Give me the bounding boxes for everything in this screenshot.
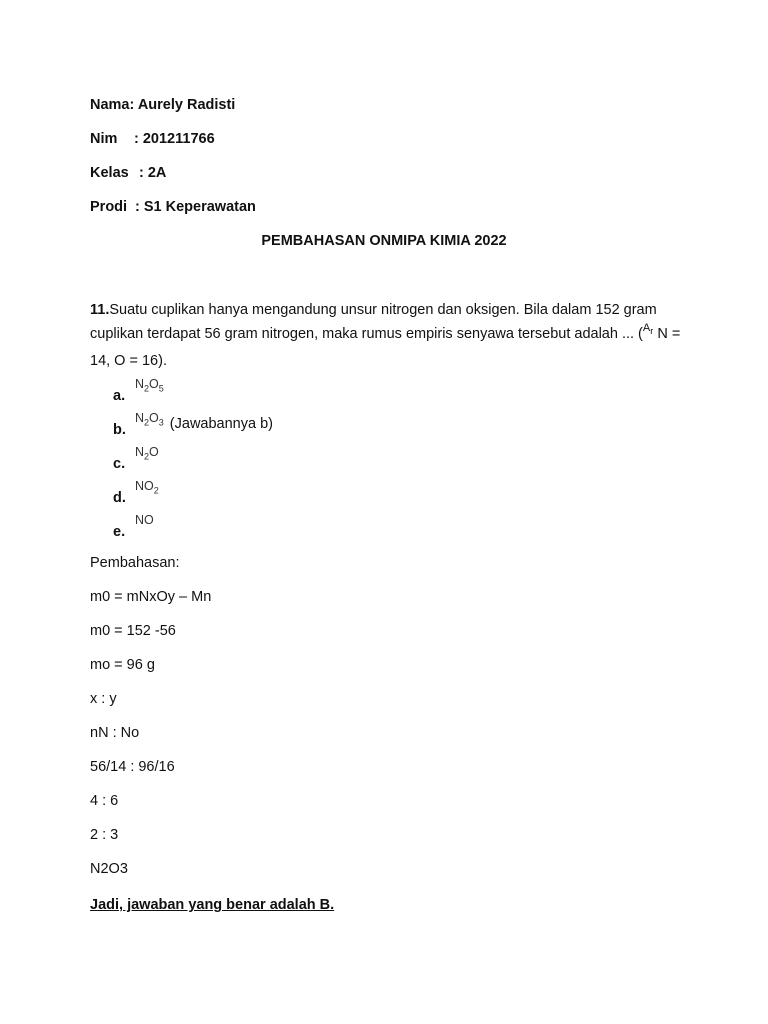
option-letter: a. [113, 388, 126, 404]
question-text-part2: N = 14, O = 16). [90, 325, 681, 370]
option-d [113, 479, 159, 507]
solution-step: m0 = mNxOy – Mn [90, 589, 212, 605]
question-number: 11. [90, 302, 110, 318]
solution-step: N2O3 [90, 861, 128, 877]
solution-step: 4 : 6 [90, 793, 119, 809]
option-letter: e. [113, 524, 126, 540]
solution-step: 56/14 : 96/16 [90, 759, 175, 775]
prodi-label: Prodi [90, 199, 128, 215]
nama-label: Nama [90, 97, 130, 113]
option-c [113, 445, 159, 473]
solution-step: nN : No [90, 725, 140, 741]
nama-value: : Aurely Radisti [129, 97, 236, 113]
nama-row [90, 95, 235, 115]
conclusion: Jadi, jawaban yang benar adalah B. [90, 897, 335, 913]
solution-step: mo = 96 g [90, 657, 155, 673]
solution-heading: Pembahasan: [90, 555, 180, 571]
option-formula: $N_2O$ [135, 445, 159, 462]
option-letter: b. [113, 422, 126, 438]
option-letter: c. [113, 456, 126, 472]
solution-step: 2 : 3 [90, 827, 119, 843]
answer-note: (Jawabannya b) [169, 416, 273, 432]
ar-symbol: Ar [642, 321, 654, 336]
option-formula: NO [135, 513, 154, 527]
kelas-row [90, 163, 166, 183]
solution-step: x : y [90, 691, 117, 707]
kelas-value: : 2A [139, 165, 167, 181]
prodi-value: : S1 Keperawatan [135, 199, 256, 215]
option-formula: $N_2O_5$ [135, 377, 164, 394]
option-b [113, 411, 273, 439]
option-a [113, 377, 164, 405]
option-letter: d. [113, 490, 126, 506]
solution-step: m0 = 152 -56 [90, 623, 176, 639]
nim-value: : 201211766 [134, 131, 215, 147]
page-title: PEMBAHASAN ONMIPA KIMIA 2022 [261, 233, 507, 249]
question-text-part1: Suatu cuplikan hanya mengandung unsur nitrogen dan oksigen. Bila dalam 152 gram cuplikan terdapat 56 gram nitrogen, maka rumus empiris senyawa tersebut adalah ... ( [90, 302, 657, 342]
prodi-row [90, 197, 256, 217]
nim-row [90, 129, 215, 149]
option-formula: $NO_2$ [135, 479, 159, 496]
option-e [113, 513, 154, 540]
nim-label: Nim [90, 131, 118, 147]
question-text [90, 299, 690, 374]
option-formula: $N_2O_3$ [135, 411, 164, 428]
kelas-label: Kelas [90, 165, 129, 181]
